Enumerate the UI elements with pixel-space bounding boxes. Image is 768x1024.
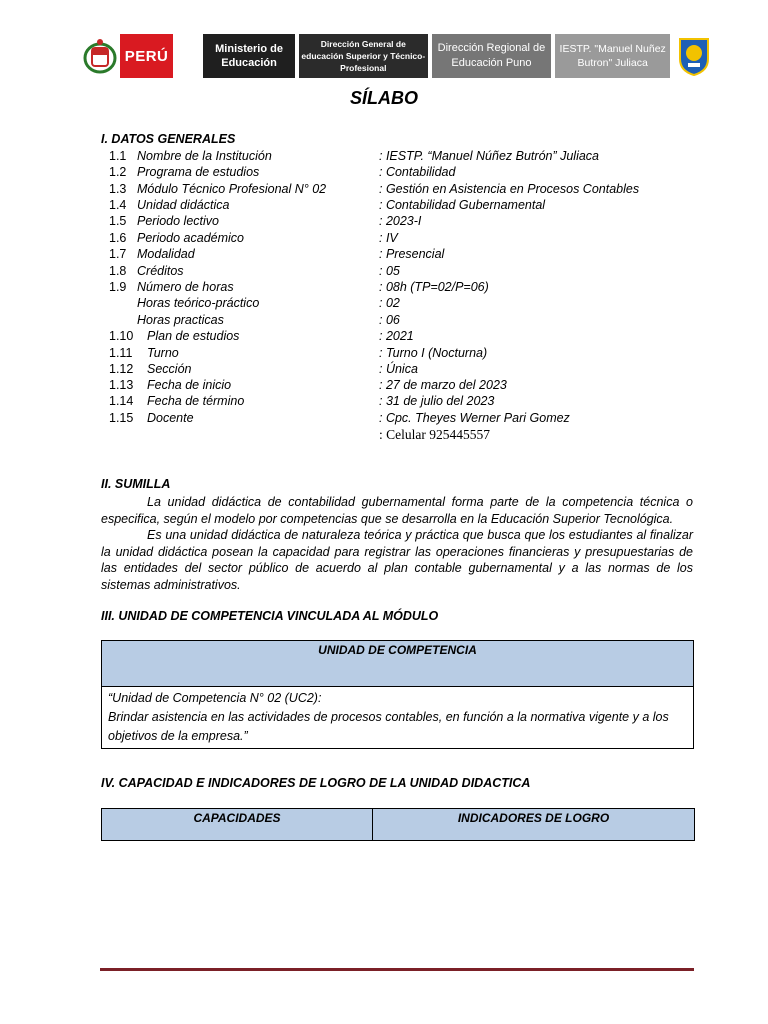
dgest-label: Dirección General de educación Superior y Técnico-Profesional	[299, 34, 428, 78]
competencia-table-header: UNIDAD DE COMPETENCIA	[102, 641, 693, 686]
sumilla-paragraph-1: La unidad didáctica de contabilidad gubernamental forma parte de la competencia técnica o especifica, según el modelo por competencias que se desarrolla en la Educación Superior Tecnológica.	[101, 495, 693, 526]
peru-label: PERÚ	[120, 34, 174, 78]
capacidades-column-header: CAPACIDADES	[102, 809, 373, 840]
competencia-line-2: Brindar asistencia en las actividades de procesos contables, en función a la normativa vigente y a los objetivos de la empresa.”	[108, 710, 669, 743]
section-4-heading: IV. CAPACIDAD E INDICADORES DE LOGRO DE LA UNIDAD DIDACTICA	[101, 776, 531, 790]
document-title: SÍLABO	[349, 88, 418, 108]
data-row: 1.2 Programa de estudios : Contabilidad	[109, 165, 456, 179]
drep-label: Dirección Regional de Educación Puno	[432, 34, 551, 78]
data-row: 1.9 Número de horas : 08h (TP=02/P=06)	[109, 280, 489, 294]
competencia-table-body	[102, 686, 693, 748]
data-row: 1.13 Fecha de inicio : 27 de marzo del 2023	[109, 378, 507, 392]
national-seal-icon	[80, 34, 120, 78]
header-banner	[80, 34, 714, 78]
section-1-heading: I. DATOS GENERALES	[101, 132, 236, 146]
celular-row: : Celular 925445557	[379, 427, 490, 442]
data-row: 1.15 Docente : Cpc. Theyes Werner Pari Gomez	[109, 411, 570, 425]
iestp-label: IESTP. "Manuel Nuñez Butron" Juliaca	[555, 34, 670, 78]
data-row: 1.5 Periodo lectivo : 2023-I	[109, 214, 422, 228]
data-row: 1.6 Periodo académico : IV	[109, 231, 398, 245]
data-row: 1.11 Turno : Turno I (Nocturna)	[109, 346, 488, 360]
data-row: 1.10 Plan de estudios : 2021	[109, 329, 414, 343]
data-row: 1.12 Sección : Única	[109, 362, 418, 376]
institute-crest-icon	[674, 34, 714, 78]
sumilla-paragraph-2: Es una unidad didáctica de naturaleza teórica y práctica que busca que los estudiantes al finalizar la unidad didáctica posean la capacidad para registrar las operaciones financieras y presupuestarias de las entidades del sector público de acuerdo al plan contable gubernamental y a las normas de los sistemas administrativos.	[101, 528, 693, 592]
footer-divider	[100, 968, 694, 971]
capacidades-table	[101, 808, 695, 841]
data-row: 1.3 Módulo Técnico Profesional N° 02 : Gestión en Asistencia en Procesos Contables	[109, 182, 640, 196]
data-row: 1.4 Unidad didáctica : Contabilidad Gubernamental	[109, 198, 546, 212]
data-row: Horas practicas : 06	[137, 313, 400, 327]
section-3-heading: III. UNIDAD DE COMPETENCIA VINCULADA AL MÓDULO	[101, 609, 439, 623]
section-2-heading: II. SUMILLA	[101, 477, 171, 491]
competencia-table	[101, 640, 694, 749]
competencia-line-1: “Unidad de Competencia N° 02 (UC2):	[108, 691, 322, 705]
indicadores-column-header: INDICADORES DE LOGRO	[457, 811, 610, 825]
ministerio-label: Ministerio de Educación	[203, 34, 294, 78]
data-row: 1.1 Nombre de la Institución : IESTP. “Manuel Núñez Butrón” Juliaca	[109, 149, 600, 163]
data-row: 1.8 Créditos : 05	[109, 264, 400, 278]
data-row: Horas teórico-práctico : 02	[137, 296, 400, 310]
data-row: 1.14 Fecha de término : 31 de julio del 2023	[109, 394, 495, 408]
data-row: 1.7 Modalidad : Presencial	[109, 247, 445, 261]
